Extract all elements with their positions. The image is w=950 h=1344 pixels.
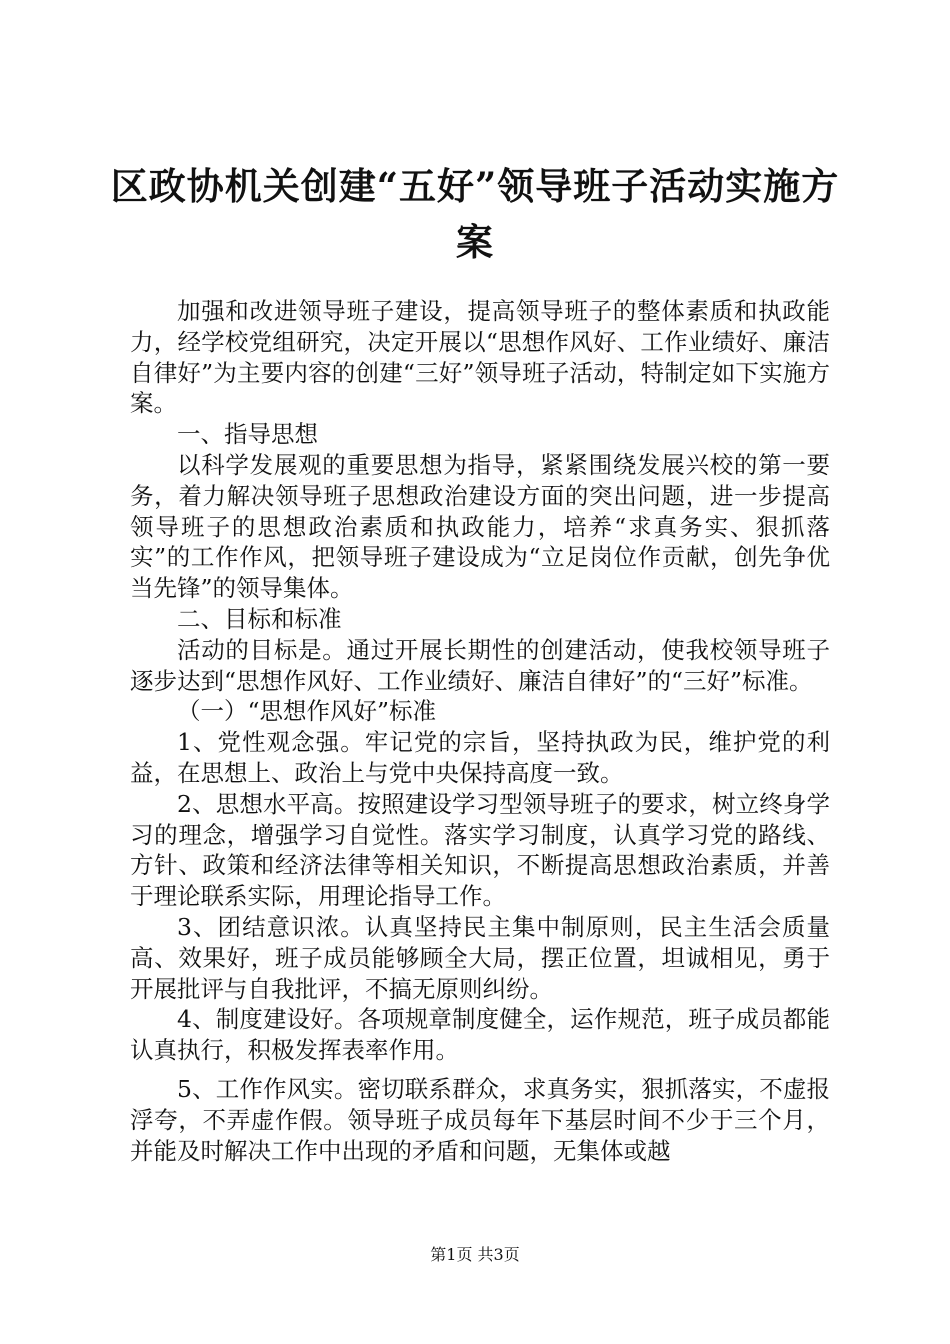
- document-title: 区政协机关创建“五好”领导班子活动实施方案: [110, 164, 840, 264]
- section-heading-goals-standards: 二、目标和标准: [177, 604, 342, 633]
- list-item-unity: 3、团结意识浓。认真坚持民主集中制原则，民主生活会质量高、效果好，班子成员能够顾全大局，摆正位置，坦诚相见，勇于开展批评与自我批评，不搞无原则纠纷。: [130, 912, 830, 1003]
- list-item-party-spirit: 1、党性观念强。牢记党的宗旨，坚持执政为民，维护党的利益，在思想上、政治上与党中央保持高度一致。: [130, 728, 830, 787]
- list-item-thought-level: 2、思想水平高。按照建设学习型领导班子的要求，树立终身学习的理念，增强学习自觉性。落实学习制度，认真学习党的路线、方针、政策和经济法律等相关知识，不断提高思想政治素质，并善于理论联系实际，用理论指导工作。: [130, 789, 830, 911]
- guiding-ideology-paragraph: 以科学发展观的重要思想为指导，紧紧围绕发展兴校的第一要务，着力解决领导班子思想政治建设方面的突出问题，进一步提高领导班子的思想政治素质和执政能力，培养“求真务实、狠抓落实”的工作作风，把领导班子建设成为“立足岗位作贡献，创先争优当先锋”的领导集体。: [130, 450, 830, 603]
- list-item-work-style: 5、工作作风实。密切联系群众，求真务实，狠抓落实，不虚报浮夸，不弄虚作假。领导班子成员每年下基层时间不少于三个月，并能及时解决工作中出现的矛盾和问题，无集体或越: [130, 1074, 830, 1165]
- document-body: [130, 296, 830, 1166]
- list-item-system-building: 4、制度建设好。各项规章制度健全，运作规范，班子成员都能认真执行，积极发挥表率作用。: [130, 1005, 830, 1065]
- section-heading-guiding-ideology: 一、指导思想: [177, 420, 318, 449]
- intro-paragraph: 加强和改进领导班子建设，提高领导班子的整体素质和执政能力，经学校党组研究，决定开展以“思想作风好、工作业绩好、廉洁自律好”为主要内容的创建“三好”领导班子活动，特制定如下实施方案。: [130, 297, 830, 418]
- subsection-heading-thought-style: （一）“思想作风好”标准: [177, 697, 437, 726]
- goals-paragraph: 活动的目标是。通过开展长期性的创建活动，使我校领导班子逐步达到“思想作风好、工作业绩好、廉洁自律好”的“三好”标准。: [130, 635, 830, 695]
- page-footer: 第1页 共3页: [430, 1245, 520, 1264]
